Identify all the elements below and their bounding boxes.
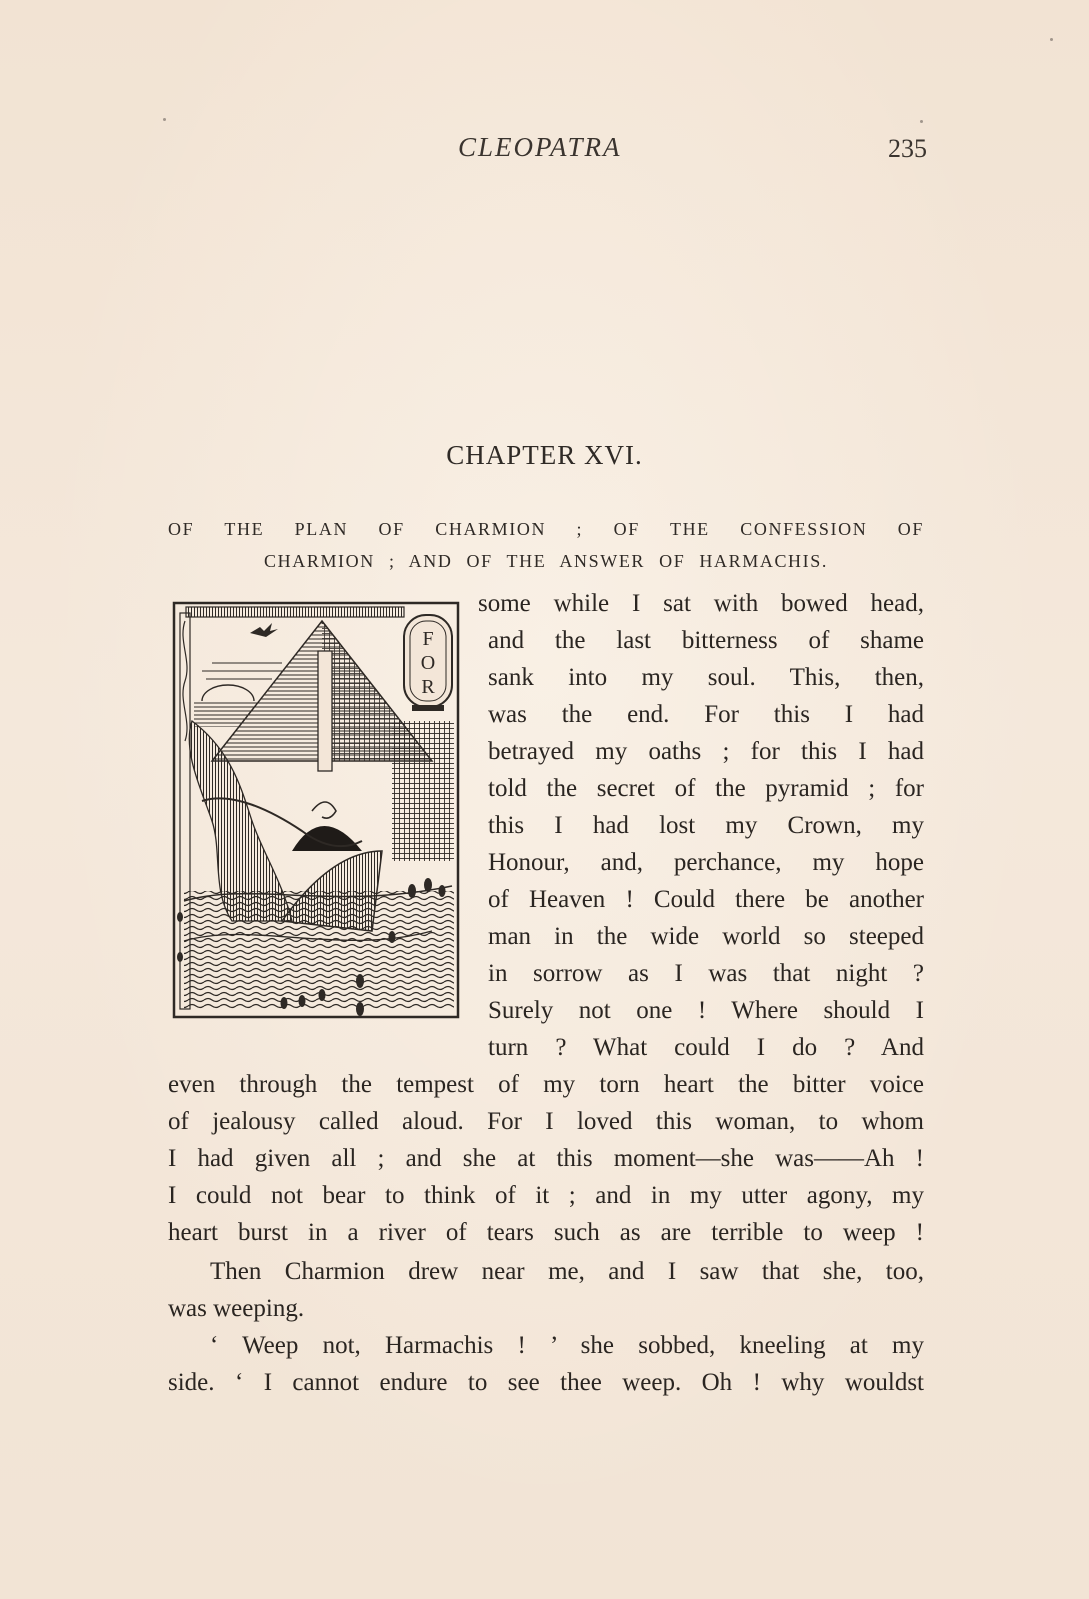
running-head xyxy=(0,132,1089,172)
text-line: told the secret of the pyramid ; for xyxy=(488,775,924,802)
text-line: turn ? What could I do ? And xyxy=(488,1034,924,1061)
text-line: even through the tempest of my torn heart the bitter voice xyxy=(168,1071,924,1098)
cartouche-letter-o: O xyxy=(420,652,436,674)
text-line: man in the wide world so steeped xyxy=(488,923,924,950)
text-line: betrayed my oaths ; for this I had xyxy=(488,738,924,765)
paper-speck xyxy=(920,120,923,123)
cartouche-letter-f: F xyxy=(422,628,434,650)
text-line: was the end. For this I had xyxy=(488,701,924,728)
running-title: CLEOPATRA xyxy=(458,132,622,162)
text-line: Then Charmion drew near me, and I saw that she, too, xyxy=(210,1258,924,1285)
text-line: heart burst in a river of tears such as are terrible to weep ! xyxy=(168,1219,924,1246)
paper-speck xyxy=(163,118,166,121)
text-line: some while I sat with bowed head, xyxy=(478,590,924,617)
text-line: sank into my soul. This, then, xyxy=(488,664,924,691)
text-line: side. ‘ I cannot endure to see thee weep. Oh ! why wouldst xyxy=(168,1369,924,1396)
text-line: of Heaven ! Could there be another xyxy=(488,886,924,913)
text-line: in sorrow as I was that night ? xyxy=(488,960,924,987)
paper-speck xyxy=(1050,38,1053,41)
page-number: 235 xyxy=(888,134,927,163)
chapter-title: CHAPTER XVI. xyxy=(446,440,643,470)
text-line: ‘ Weep not, Harmachis ! ’ she sobbed, kneeling at my xyxy=(210,1332,924,1359)
text-line: of jealousy called aloud. For I loved this woman, to whom xyxy=(168,1108,924,1135)
text-line: Surely not one ! Where should I xyxy=(488,997,924,1024)
text-line: was weeping. xyxy=(168,1295,305,1322)
text-line: this I had lost my Crown, my xyxy=(488,812,924,839)
illustrated-drop-cap xyxy=(172,601,470,1039)
text-line: Honour, and, perchance, my hope xyxy=(488,849,924,876)
synopsis-line: OF THE PLAN OF CHARMION ; OF THE CONFESSION OF xyxy=(168,519,924,539)
text-line: I had given all ; and she at this moment—she was——Ah ! xyxy=(168,1145,924,1172)
text-line: I could not bear to think of it ; and in my utter agony, my xyxy=(168,1182,924,1209)
chapter-synopsis xyxy=(168,513,924,577)
text-line: and the last bitterness of shame xyxy=(488,627,924,654)
synopsis-line: CHARMION ; AND OF THE ANSWER OF HARMACHIS. xyxy=(264,551,828,571)
cartouche-letter-r: R xyxy=(421,676,435,698)
